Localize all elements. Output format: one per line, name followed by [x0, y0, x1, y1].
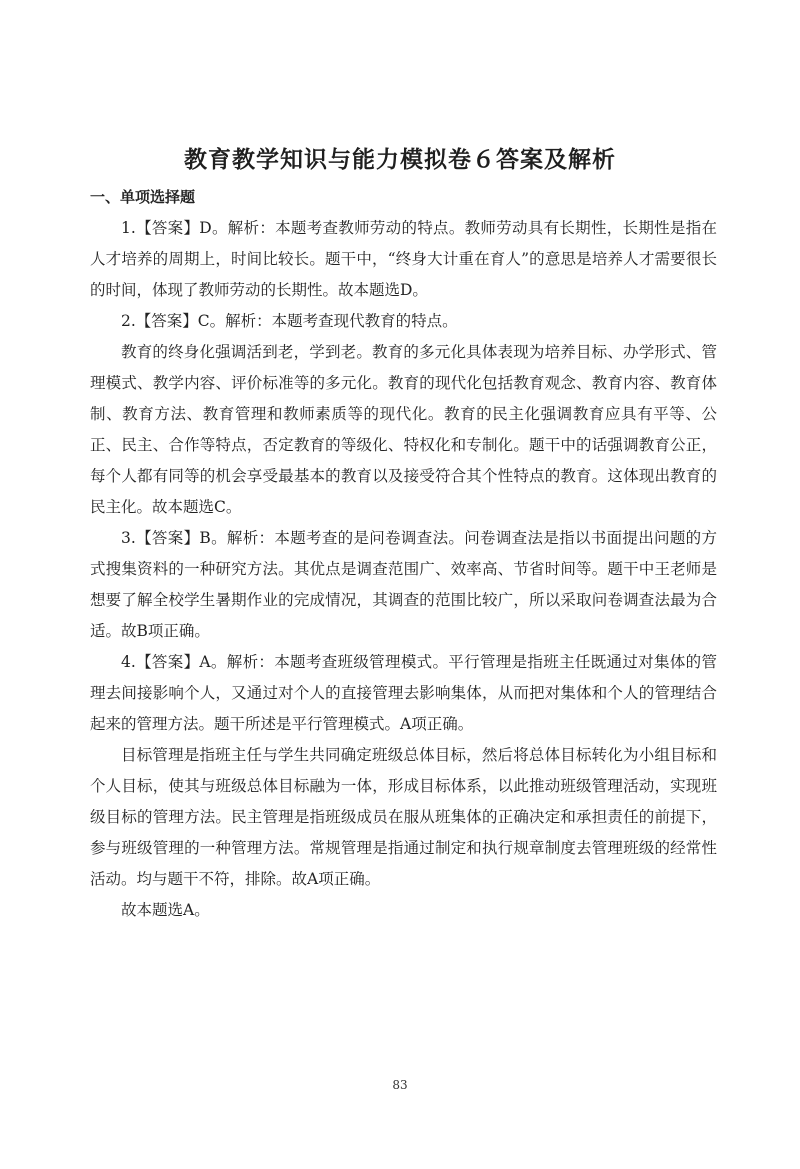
answer-paragraph-3: 3.【答案】B。解析：本题考查的是问卷调查法。问卷调查法是指以书面提出问题的方式搜集资料的一种研究方法。其优点是调查范围广、效率高、节省时间等。题干中王老师是想要了解全校学生暑期作业的完成情况，其调查的范围比较广，所以采取问卷调查法最为合适。故B项正确。 [90, 529, 717, 640]
answer-paragraph-1: 1.【答案】D。解析：本题考查教师劳动的特点。教师劳动具有长期性，长期性是指在人才培养的周期上，时间比较长。题干中，“终身大计重在育人”的意思是培养人才需要很长的时间，体现了教师劳动的长期性。故本题选D。 [90, 219, 717, 299]
conclusion-paragraph-4: 故本题选A。 [121, 901, 210, 919]
section-heading: 一、单项选择题 [90, 188, 196, 206]
answer-paragraph-2: 2.【答案】C。解析：本题考查现代教育的特点。 [121, 312, 458, 330]
page-title: 教育教学知识与能力模拟卷６答案及解析 [184, 147, 616, 173]
answer-body [90, 213, 717, 926]
page-number: 83 [392, 1078, 408, 1092]
answer-paragraph-4: 4.【答案】A。解析：本题考查班级管理模式。平行管理是指班主任既通过对集体的管理去间接影响个人，又通过对个人的直接管理去影响集体，从而把对集体和个人的管理结合起来的管理方法。题干所述是平行管理模式。A项正确。 [90, 653, 717, 733]
explanation-paragraph-2: 教育的终身化强调活到老，学到老。教育的多元化具体表现为培养目标、办学形式、管理模式、教学内容、评价标准等的多元化。教育的现代化包括教育观念、教育内容、教育体制、教育方法、教育管理和教师素质等的现代化。教育的民主化强调教育应具有平等、公正、民主、合作等特点，否定教育的等级化、特权化和专制化。题干中的话强调教育公正，每个人都有同等的机会享受最基本的教育以及接受符合其个性特点的教育。这体现出教育的民主化。故本题选C。 [90, 343, 717, 516]
explanation-paragraph-4: 目标管理是指班主任与学生共同确定班级总体目标，然后将总体目标转化为小组目标和个人目标，使其与班级总体目标融为一体，形成目标体系，以此推动班级管理活动，实现班级目标的管理方法。民主管理是指班级成员在服从班集体的正确决定和承担责任的前提下，参与班级管理的一种管理方法。常规管理是指通过制定和执行规章制度去管理班级的经常性活动。均与题干不符，排除。故A项正确。 [90, 746, 717, 888]
